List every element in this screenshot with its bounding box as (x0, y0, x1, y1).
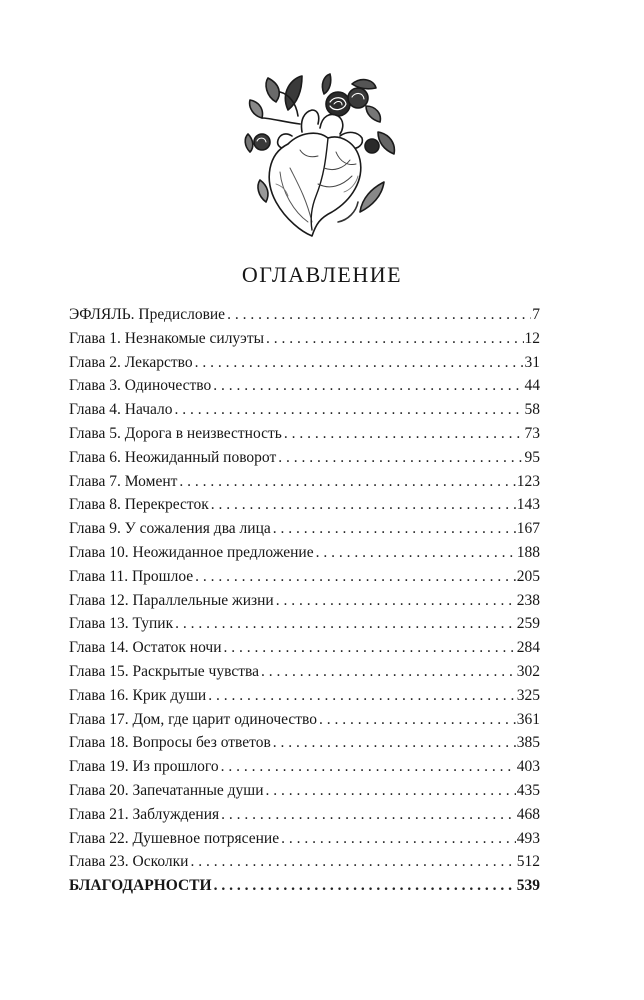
toc-entry-label: Глава 19. Из прошлого (69, 758, 219, 776)
toc-entry-page: 539 (516, 877, 540, 895)
toc-entry-label: Глава 10. Неожиданное предложение (69, 543, 314, 561)
toc-entry-label: Глава 3. Одиночество (69, 377, 212, 395)
toc-entry-page: 12 (524, 329, 540, 347)
toc-entry (69, 541, 540, 565)
toc-entry-label: Глава 9. У сожаления два лица (69, 520, 271, 538)
toc-leader-dots (316, 541, 516, 565)
toc-leader-dots (179, 470, 515, 494)
toc-entry-page: 403 (516, 758, 540, 776)
toc-entry-label: Глава 15. Раскрытые чувства (69, 662, 259, 680)
toc-entry-page: 493 (516, 829, 540, 847)
toc-entry-page: 435 (516, 781, 540, 799)
toc-entry (69, 803, 540, 827)
toc-entry-page: 468 (516, 805, 540, 823)
toc-entry (69, 660, 540, 684)
toc-entry-label: Глава 16. Крик души (69, 686, 207, 704)
toc-leader-dots (221, 803, 516, 827)
toc-leader-dots (273, 517, 516, 541)
table-of-contents (69, 303, 540, 898)
toc-entry-label: Глава 22. Душевное потрясение (69, 829, 280, 847)
toc-entry-page: 302 (516, 662, 540, 680)
toc-entry-label: Глава 21. Заблуждения (69, 805, 220, 823)
toc-entry (69, 374, 540, 398)
toc-entry-label: Глава 2. Лекарство (69, 353, 193, 371)
toc-entry (69, 684, 540, 708)
toc-leader-dots (284, 422, 524, 446)
toc-entry-label: Глава 23. Осколки (69, 853, 189, 871)
toc-leader-dots (276, 589, 516, 613)
toc-entry-page: 58 (524, 401, 540, 419)
toc-entry-label: Глава 6. Неожиданный поворот (69, 448, 277, 466)
toc-entry-page: 143 (516, 496, 540, 514)
toc-entry (69, 874, 540, 898)
toc-entry-label: Глава 11. Прошлое (69, 567, 194, 585)
toc-entry-page: 95 (524, 448, 540, 466)
toc-entry (69, 612, 540, 636)
toc-leader-dots (195, 351, 524, 375)
toc-entry (69, 755, 540, 779)
toc-leader-dots (278, 446, 523, 470)
toc-entry-label: БЛАГОДАРНОСТИ (69, 877, 212, 895)
toc-entry-label: Глава 4. Начало (69, 401, 173, 419)
toc-entry-label: Глава 20. Запечатанные души (69, 781, 264, 799)
toc-leader-dots (319, 708, 516, 732)
toc-entry-label: Глава 18. Вопросы без ответов (69, 734, 271, 752)
page-title: ОГЛАВЛЕНИЕ (241, 262, 403, 287)
toc-entry (69, 636, 540, 660)
toc-leader-dots (266, 327, 523, 351)
toc-entry (69, 493, 540, 517)
toc-entry-label: Глава 14. Остаток ночи (69, 639, 222, 657)
toc-leader-dots (190, 850, 515, 874)
toc-entry-label: ЭФЛЯЛЬ. Предисловие (69, 306, 226, 323)
toc-entry-page: 385 (516, 734, 540, 752)
toc-entry-label: Глава 12. Параллельные жизни (69, 591, 274, 609)
toc-entry-label: Глава 7. Момент (69, 472, 178, 490)
toc-entry-label: Глава 13. Тупик (69, 615, 174, 633)
toc-leader-dots (175, 612, 516, 636)
toc-leader-dots (224, 636, 516, 660)
toc-entry-page: 325 (516, 686, 540, 704)
toc-leader-dots (195, 565, 516, 589)
toc-entry (69, 565, 540, 589)
toc-leader-dots (221, 755, 516, 779)
toc-leader-dots (266, 779, 516, 803)
toc-entry-page: 73 (524, 424, 540, 442)
toc-entry-page: 7 (532, 306, 540, 323)
toc-entry (69, 731, 540, 755)
toc-leader-dots (175, 398, 524, 422)
toc-entry (69, 446, 540, 470)
toc-leader-dots (273, 731, 516, 755)
toc-entry (69, 327, 540, 351)
toc-entry (69, 517, 540, 541)
toc-leader-dots (208, 684, 516, 708)
toc-entry-label: Глава 1. Незнакомые силуэты (69, 329, 265, 347)
toc-entry (69, 850, 540, 874)
toc-entry-page: 284 (516, 639, 540, 657)
toc-entry-page: 31 (524, 353, 540, 371)
toc-entry (69, 470, 540, 494)
toc-entry (69, 422, 540, 446)
toc-entry-page: 361 (516, 710, 540, 728)
toc-entry-page: 238 (516, 591, 540, 609)
toc-leader-dots (214, 874, 516, 898)
toc-leader-dots (211, 493, 516, 517)
toc-entry-page: 188 (516, 543, 540, 561)
toc-entry (69, 351, 540, 375)
toc-entry (69, 827, 540, 851)
toc-leader-dots (261, 660, 516, 684)
toc-entry-page: 512 (516, 853, 540, 871)
toc-entry-page: 44 (524, 377, 540, 395)
toc-entry (69, 303, 540, 327)
toc-leader-dots (281, 827, 516, 851)
toc-entry (69, 398, 540, 422)
toc-entry (69, 779, 540, 803)
toc-entry-label: Глава 8. Перекресток (69, 496, 209, 514)
anatomical-heart-with-flowers-icon (240, 72, 400, 242)
toc-entry (69, 589, 540, 613)
toc-entry (69, 708, 540, 732)
toc-entry-label: Глава 5. Дорога в неизвестность (69, 424, 282, 442)
toc-leader-dots (227, 303, 531, 327)
toc-entry-page: 167 (516, 520, 540, 538)
toc-entry-page: 259 (516, 615, 540, 633)
toc-entry-page: 205 (516, 567, 540, 585)
toc-entry-page: 123 (516, 472, 540, 490)
toc-entry-label: Глава 17. Дом, где царит одиночество (69, 710, 318, 728)
toc-leader-dots (213, 374, 523, 398)
